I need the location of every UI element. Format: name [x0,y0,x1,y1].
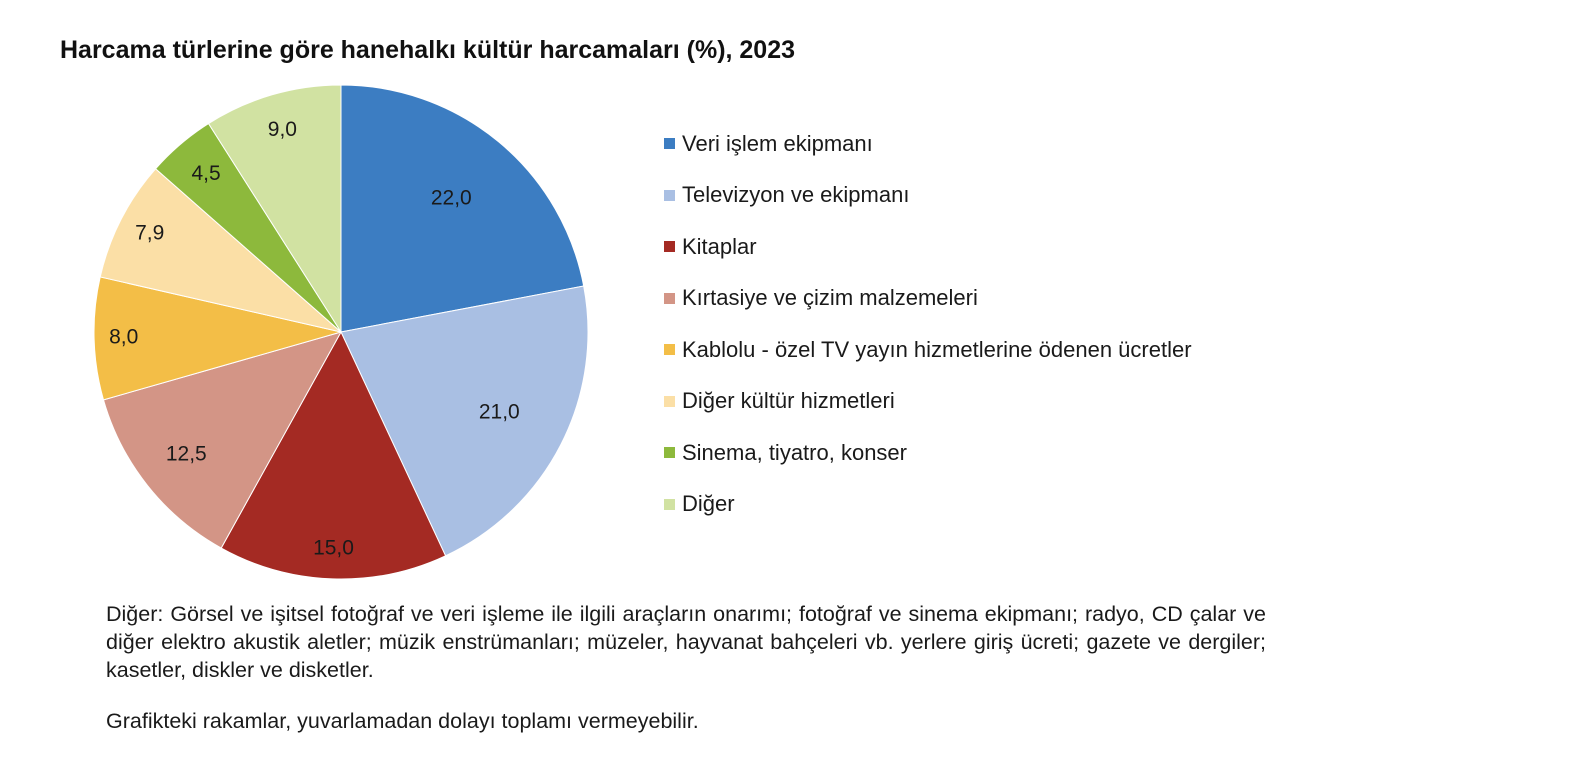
legend-label: Veri işlem ekipmanı [682,130,873,156]
data-label: 15,0 [313,536,354,560]
footnote-rounding: Grafikteki rakamlar, yuvarlamadan dolayı toplamı vermeyebilir. [106,709,699,733]
data-label: 12,5 [165,442,207,466]
legend-item [664,221,1192,273]
legend-item [664,427,1192,479]
footnote-other-definition: Diğer: Görsel ve işitsel fotoğraf ve veri işleme ile ilgili araçların onarımı; fotoğraf ve sinema ekipmanı; radyo, CD çalar ve diğer elektro akustik aletler; müzik enstrümanları; müzeler, hayvanat bahçeleri vb. yerlere giriş ücreti; gazete ve dergiler; kasetler, diskler ve disketler. [106,602,1266,682]
data-label: 4,5 [191,161,221,185]
legend-item [664,170,1192,222]
legend-item [664,118,1192,170]
legend-swatch [664,190,675,201]
legend-label: Kırtasiye ve çizim malzemeleri [682,285,978,311]
legend-item [664,324,1192,376]
data-label: 9,0 [267,117,298,141]
legend-label: Diğer kültür hizmetleri [682,388,895,414]
legend-swatch [664,396,675,407]
data-label: 7,9 [135,221,165,245]
pie-chart [0,0,640,600]
legend-label: Televizyon ve ekipmanı [682,182,910,208]
data-label: 22,0 [430,186,472,210]
chart-title: Harcama türlerine göre hanehalkı kültür harcamaları (%), 2023 [60,36,796,64]
data-label: 8,0 [109,325,139,349]
legend-label: Diğer [682,491,735,517]
legend-swatch [664,499,675,510]
legend-swatch [664,138,675,149]
legend-label: Kablolu - özel TV yayın hizmetlerine ödenen ücretler [682,336,1192,362]
legend-swatch [664,241,675,252]
legend-label: Kitaplar [682,233,757,259]
legend-item [664,376,1192,428]
legend-label: Sinema, tiyatro, konser [682,439,907,465]
legend-swatch [664,447,675,458]
data-label: 21,0 [478,400,520,424]
legend-item [664,273,1192,325]
legend-item [664,479,1192,531]
legend [664,118,1192,530]
legend-swatch [664,293,675,304]
legend-swatch [664,344,675,355]
